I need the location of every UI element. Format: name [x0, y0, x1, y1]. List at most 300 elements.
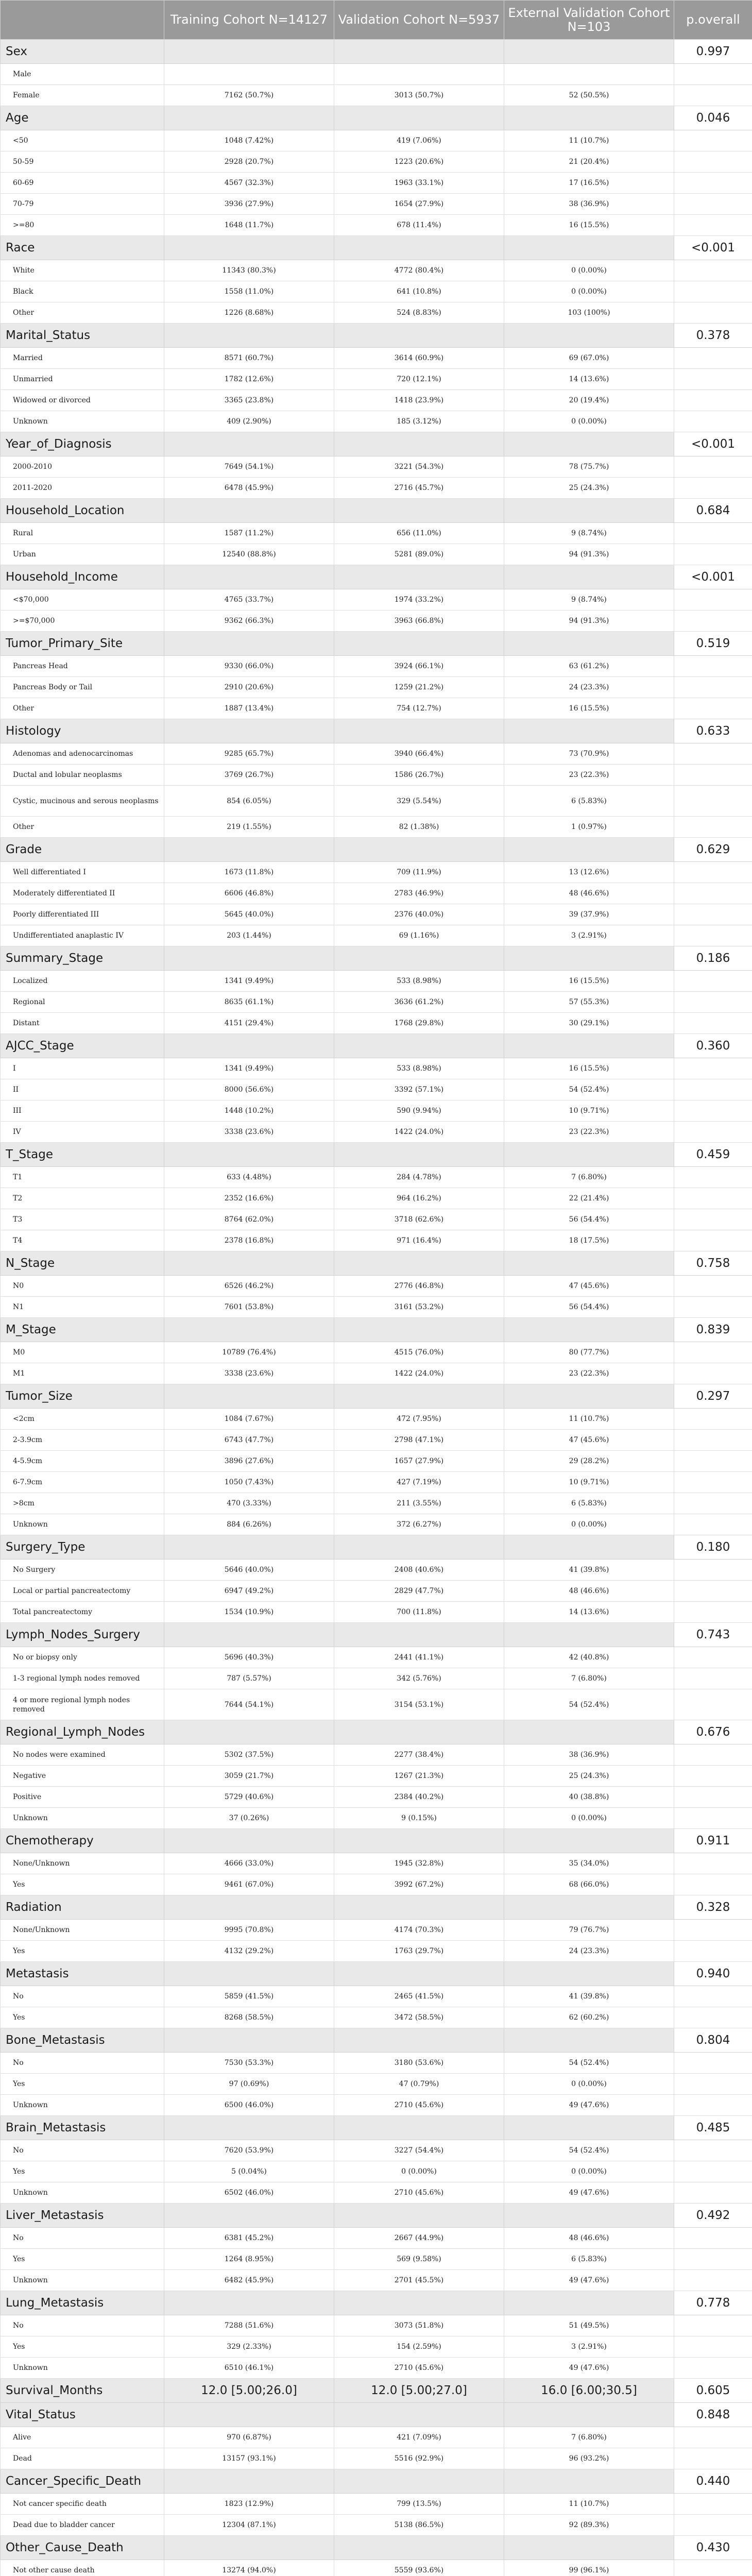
validation-value: 419 (7.06%) [334, 130, 504, 151]
validation-value: 3992 (67.2%) [334, 1874, 504, 1895]
p-value-empty [674, 64, 752, 85]
p-value-empty [674, 2270, 752, 2291]
training-value: 4151 (29.4%) [164, 1013, 334, 1034]
level-label: Poorly differentiated III [1, 904, 164, 925]
level-row [1, 1920, 752, 1941]
training-value: 13157 (93.1%) [164, 2448, 334, 2469]
external-value: 16.0 [6.00;30.5] [504, 2379, 674, 2403]
validation-value: 678 (11.4%) [334, 215, 504, 236]
training-value: 1448 (10.2%) [164, 1100, 334, 1122]
level-row [1, 1276, 752, 1297]
variable-cell-validation [334, 2204, 504, 2228]
training-value: 6947 (49.2%) [164, 1581, 334, 1602]
training-value: 3936 (27.9%) [164, 194, 334, 215]
external-value: 57 (55.3%) [504, 992, 674, 1013]
level-label: 2011-2020 [1, 478, 164, 499]
level-row [1, 925, 752, 946]
external-value: 9 (8.74%) [504, 589, 674, 611]
variable-cell-training [164, 2028, 334, 2053]
training-value: 3769 (26.7%) [164, 765, 334, 786]
p-value-empty [674, 1472, 752, 1493]
variable-cell-training [164, 1318, 334, 1342]
external-value: 62 (60.2%) [504, 2007, 674, 2028]
training-value: 5 (0.04%) [164, 2161, 334, 2182]
p-value-empty [674, 1122, 752, 1143]
p-value-empty [674, 883, 752, 904]
p-value-empty [674, 1744, 752, 1766]
variable-cell-validation [334, 1962, 504, 1986]
p-value-empty [674, 698, 752, 719]
header-p-overall: p.overall [674, 1, 752, 40]
variable-cell-training [164, 1829, 334, 1853]
p-value-empty [674, 544, 752, 565]
validation-value: 3154 (53.1%) [334, 1689, 504, 1720]
training-value: 8000 (56.6%) [164, 1079, 334, 1100]
training-value: 5859 (41.5%) [164, 1986, 334, 2007]
p-value-empty [674, 2161, 752, 2182]
header-row [1, 1, 752, 40]
level-row [1, 1560, 752, 1581]
validation-value: 700 (11.8%) [334, 1602, 504, 1623]
variable-cell-external [504, 838, 674, 862]
level-row [1, 1209, 752, 1230]
level-label: Rural [1, 523, 164, 544]
external-value: 78 (75.7%) [504, 456, 674, 478]
validation-value: 1259 (21.2%) [334, 677, 504, 698]
p-value-empty [674, 2315, 752, 2336]
p-value-empty [674, 765, 752, 786]
variable-name: Surgery_Type [1, 1535, 164, 1560]
validation-value: 69 (1.16%) [334, 925, 504, 946]
validation-value: 5138 (86.5%) [334, 2515, 504, 2536]
variable-cell-validation [334, 2028, 504, 2053]
p-value-empty [674, 151, 752, 173]
p-value-empty [674, 2095, 752, 2116]
training-value: 1084 (7.67%) [164, 1409, 334, 1430]
training-value: 7288 (51.6%) [164, 2315, 334, 2336]
p-value: 0.633 [674, 719, 752, 743]
variable-name: Bone_Metastasis [1, 2028, 164, 2053]
variable-row [1, 946, 752, 971]
p-value-empty [674, 1230, 752, 1251]
level-row [1, 1297, 752, 1318]
external-value: 29 (28.2%) [504, 1451, 674, 1472]
p-value-empty [674, 523, 752, 544]
validation-value [334, 64, 504, 85]
p-value-empty [674, 1297, 752, 1318]
p-value: 0.743 [674, 1623, 752, 1647]
level-row [1, 1013, 752, 1034]
level-label: Unknown [1, 2182, 164, 2204]
level-label: >=80 [1, 215, 164, 236]
training-value: 633 (4.48%) [164, 1167, 334, 1188]
external-value: 92 (89.3%) [504, 2515, 674, 2536]
validation-value: 1422 (24.0%) [334, 1122, 504, 1143]
training-value: 9330 (66.0%) [164, 656, 334, 677]
external-value: 38 (36.9%) [504, 1744, 674, 1766]
external-value: 52 (50.5%) [504, 85, 674, 106]
validation-value: 154 (2.59%) [334, 2336, 504, 2358]
variable-cell-validation [334, 499, 504, 523]
variable-cell-training [164, 2204, 334, 2228]
level-row [1, 1230, 752, 1251]
level-row [1, 2515, 752, 2536]
validation-value: 2776 (46.8%) [334, 1276, 504, 1297]
variable-name: Tumor_Primary_Site [1, 632, 164, 656]
level-label: Negative [1, 1766, 164, 1787]
validation-value: 1586 (26.7%) [334, 765, 504, 786]
validation-value: 1768 (29.8%) [334, 1013, 504, 1034]
level-label: None/Unknown [1, 1920, 164, 1941]
training-value: 97 (0.69%) [164, 2074, 334, 2095]
variable-row [1, 1034, 752, 1058]
external-value: 96 (93.2%) [504, 2448, 674, 2469]
variable-cell-validation [334, 2469, 504, 2494]
validation-value: 754 (12.7%) [334, 698, 504, 719]
external-value: 20 (19.4%) [504, 390, 674, 411]
p-value-empty [674, 1874, 752, 1895]
variable-cell-training [164, 2469, 334, 2494]
variable-row [1, 1384, 752, 1409]
external-value: 1 (0.97%) [504, 817, 674, 838]
level-label: 6-7.9cm [1, 1472, 164, 1493]
training-value: 3338 (23.6%) [164, 1363, 334, 1384]
variable-name: Grade [1, 838, 164, 862]
p-value-empty [674, 1409, 752, 1430]
p-value-empty [674, 2336, 752, 2358]
validation-value: 964 (16.2%) [334, 1188, 504, 1209]
header-external-validation-cohort: External Validation Cohort N=103 [504, 1, 674, 40]
external-value: 48 (46.6%) [504, 2228, 674, 2249]
variable-cell-external [504, 432, 674, 456]
p-value-empty [674, 1100, 752, 1122]
variable-row [1, 324, 752, 348]
level-row [1, 411, 752, 432]
external-value: 24 (23.3%) [504, 677, 674, 698]
training-value: 5302 (37.5%) [164, 1744, 334, 1766]
header-training-cohort: Training Cohort N=14127 [164, 1, 334, 40]
level-label: No [1, 2053, 164, 2074]
training-value: 329 (2.33%) [164, 2336, 334, 2358]
table-header [1, 1, 752, 40]
validation-value: 3718 (62.6%) [334, 1209, 504, 1230]
level-row [1, 2427, 752, 2448]
external-value: 6 (5.83%) [504, 1493, 674, 1514]
variable-cell-training [164, 719, 334, 743]
training-value: 1648 (11.7%) [164, 215, 334, 236]
table-body [1, 40, 752, 2576]
p-value: 0.485 [674, 2116, 752, 2140]
level-label: Urban [1, 544, 164, 565]
external-value: 79 (76.7%) [504, 1920, 674, 1941]
variable-cell-external [504, 236, 674, 260]
variable-name: Histology [1, 719, 164, 743]
validation-value: 284 (4.78%) [334, 1167, 504, 1188]
level-row [1, 1188, 752, 1209]
variable-cell-validation [334, 2291, 504, 2315]
external-value: 49 (47.6%) [504, 2358, 674, 2379]
level-row [1, 1100, 752, 1122]
p-value-empty [674, 2560, 752, 2576]
p-value: 0.440 [674, 2469, 752, 2494]
validation-value: 5281 (89.0%) [334, 544, 504, 565]
external-value: 16 (15.5%) [504, 1058, 674, 1079]
variable-cell-validation [334, 632, 504, 656]
external-value: 54 (52.4%) [504, 1689, 674, 1720]
variable-name: Radiation [1, 1895, 164, 1920]
variable-cell-training [164, 324, 334, 348]
level-label: T4 [1, 1230, 164, 1251]
level-row [1, 302, 752, 324]
level-row [1, 1874, 752, 1895]
level-label: 70-79 [1, 194, 164, 215]
external-value: 63 (61.2%) [504, 656, 674, 677]
level-label: No [1, 2315, 164, 2336]
external-value: 35 (34.0%) [504, 1853, 674, 1874]
header-variable [1, 1, 164, 40]
variable-name: Brain_Metastasis [1, 2116, 164, 2140]
variable-row [1, 2116, 752, 2140]
variable-row [1, 40, 752, 64]
p-value: 0.180 [674, 1535, 752, 1560]
external-value: 69 (67.0%) [504, 348, 674, 369]
level-label: Widowed or divorced [1, 390, 164, 411]
validation-value: 1657 (27.9%) [334, 1451, 504, 1472]
external-value: 13 (12.6%) [504, 862, 674, 883]
level-label: No [1, 2228, 164, 2249]
level-label: Undifferentiated anaplastic IV [1, 925, 164, 946]
training-value: 4765 (33.7%) [164, 589, 334, 611]
external-value: 23 (22.3%) [504, 765, 674, 786]
p-value-empty [674, 1430, 752, 1451]
p-value-empty [674, 1602, 752, 1623]
level-row [1, 1167, 752, 1188]
summary-row [1, 2379, 752, 2403]
p-value: 0.378 [674, 324, 752, 348]
variable-cell-validation [334, 565, 504, 589]
p-value: 0.997 [674, 40, 752, 64]
level-label: 2000-2010 [1, 456, 164, 478]
training-value: 2352 (16.6%) [164, 1188, 334, 1209]
variable-name: Liver_Metastasis [1, 2204, 164, 2228]
p-value: 0.758 [674, 1251, 752, 1276]
p-value-empty [674, 1167, 752, 1188]
level-label: Yes [1, 2007, 164, 2028]
external-value: 22 (21.4%) [504, 1188, 674, 1209]
external-value: 21 (20.4%) [504, 151, 674, 173]
level-label: Yes [1, 1941, 164, 1962]
validation-value: 1223 (20.6%) [334, 151, 504, 173]
level-label: III [1, 1100, 164, 1122]
external-value: 54 (52.4%) [504, 2053, 674, 2074]
level-row [1, 2336, 752, 2358]
level-label: Dead due to bladder cancer [1, 2515, 164, 2536]
level-row [1, 390, 752, 411]
level-label: Unmarried [1, 369, 164, 390]
external-value: 51 (49.5%) [504, 2315, 674, 2336]
variable-cell-external [504, 1384, 674, 1409]
p-value: <0.001 [674, 236, 752, 260]
validation-value: 2465 (41.5%) [334, 1986, 504, 2007]
training-value: 9285 (65.7%) [164, 743, 334, 765]
p-value-empty [674, 1766, 752, 1787]
p-value-empty [674, 2007, 752, 2028]
variable-cell-external [504, 2403, 674, 2427]
training-value: 10789 (76.4%) [164, 1342, 334, 1363]
p-value-empty [674, 2515, 752, 2536]
level-row [1, 1493, 752, 1514]
validation-value: 2710 (45.6%) [334, 2182, 504, 2204]
level-label: Local or partial pancreatectomy [1, 1581, 164, 1602]
p-value-empty [674, 1363, 752, 1384]
variable-cell-training [164, 40, 334, 64]
level-row [1, 1808, 752, 1829]
p-value-empty [674, 2182, 752, 2204]
level-row [1, 743, 752, 765]
external-value: 11 (10.7%) [504, 130, 674, 151]
level-label: Yes [1, 2336, 164, 2358]
validation-value: 3161 (53.2%) [334, 1297, 504, 1318]
level-label: <50 [1, 130, 164, 151]
external-value: 0 (0.00%) [504, 2161, 674, 2182]
validation-value: 2701 (45.5%) [334, 2270, 504, 2291]
validation-value: 2408 (40.6%) [334, 1560, 504, 1581]
p-value-empty [674, 1689, 752, 1720]
training-value: 1226 (8.68%) [164, 302, 334, 324]
variable-cell-training [164, 632, 334, 656]
variable-name: N_Stage [1, 1251, 164, 1276]
p-value: 0.360 [674, 1034, 752, 1058]
p-value-empty [674, 786, 752, 817]
variable-cell-validation [334, 1720, 504, 1744]
level-label: Cystic, mucinous and serous neoplasms [1, 786, 164, 817]
level-row [1, 589, 752, 611]
training-value: 5645 (40.0%) [164, 904, 334, 925]
p-value-empty [674, 2053, 752, 2074]
external-value: 39 (37.9%) [504, 904, 674, 925]
training-value: 6743 (47.7%) [164, 1430, 334, 1451]
variable-name: Regional_Lymph_Nodes [1, 1720, 164, 1744]
p-value: 0.940 [674, 1962, 752, 1986]
training-value: 1264 (8.95%) [164, 2249, 334, 2270]
level-row [1, 2448, 752, 2469]
level-label: Other [1, 817, 164, 838]
variable-cell-training [164, 2291, 334, 2315]
p-value-empty [674, 85, 752, 106]
variable-cell-training [164, 1384, 334, 1409]
p-value-empty [674, 925, 752, 946]
p-value-empty [674, 369, 752, 390]
level-label: No nodes were examined [1, 1744, 164, 1766]
level-row [1, 1430, 752, 1451]
level-label: <2cm [1, 1409, 164, 1430]
validation-value: 641 (10.8%) [334, 281, 504, 302]
p-value: <0.001 [674, 432, 752, 456]
external-value: 38 (36.9%) [504, 194, 674, 215]
level-row [1, 2140, 752, 2161]
training-value: 1341 (9.49%) [164, 1058, 334, 1079]
level-row [1, 2358, 752, 2379]
level-label: Unknown [1, 2358, 164, 2379]
validation-value: 342 (5.76%) [334, 1668, 504, 1689]
variable-cell-training [164, 432, 334, 456]
variable-cell-external [504, 719, 674, 743]
variable-row [1, 632, 752, 656]
variable-cell-training [164, 236, 334, 260]
level-row [1, 281, 752, 302]
p-value: 0.629 [674, 838, 752, 862]
p-value-empty [674, 2448, 752, 2469]
external-value: 54 (52.4%) [504, 1079, 674, 1100]
variable-name: Race [1, 236, 164, 260]
p-value-empty [674, 1451, 752, 1472]
level-row [1, 2560, 752, 2576]
external-value: 3 (2.91%) [504, 925, 674, 946]
level-label: Unknown [1, 411, 164, 432]
p-value-empty [674, 1920, 752, 1941]
validation-value: 2667 (44.9%) [334, 2228, 504, 2249]
variable-cell-validation [334, 2403, 504, 2427]
external-value: 14 (13.6%) [504, 369, 674, 390]
variable-cell-validation [334, 719, 504, 743]
variable-cell-validation [334, 1034, 504, 1058]
level-label: Unknown [1, 1808, 164, 1829]
training-value: 3896 (27.6%) [164, 1451, 334, 1472]
validation-value: 1654 (27.9%) [334, 194, 504, 215]
p-value-empty [674, 1013, 752, 1034]
variable-cell-validation [334, 1318, 504, 1342]
level-label: Female [1, 85, 164, 106]
level-label: No [1, 2140, 164, 2161]
variable-cell-external [504, 1962, 674, 1986]
validation-value: 12.0 [5.00;27.0] [334, 2379, 504, 2403]
p-value-empty [674, 992, 752, 1013]
validation-value: 2441 (41.1%) [334, 1647, 504, 1668]
level-row [1, 1668, 752, 1689]
p-value-empty [674, 1514, 752, 1535]
variable-cell-training [164, 1143, 334, 1167]
variable-name: Marital_Status [1, 324, 164, 348]
training-value: 3338 (23.6%) [164, 1122, 334, 1143]
validation-value: 1963 (33.1%) [334, 173, 504, 194]
validation-value: 3221 (54.3%) [334, 456, 504, 478]
validation-value: 3924 (66.1%) [334, 656, 504, 677]
level-row [1, 1363, 752, 1384]
variable-cell-external [504, 2116, 674, 2140]
validation-value: 3013 (50.7%) [334, 85, 504, 106]
variable-cell-validation [334, 2116, 504, 2140]
external-value: 0 (0.00%) [504, 1514, 674, 1535]
external-value: 18 (17.5%) [504, 1230, 674, 1251]
variable-row [1, 1251, 752, 1276]
validation-value: 2710 (45.6%) [334, 2358, 504, 2379]
training-value: 884 (6.26%) [164, 1514, 334, 1535]
variable-cell-training [164, 1720, 334, 1744]
validation-value: 4515 (76.0%) [334, 1342, 504, 1363]
external-value: 30 (29.1%) [504, 1013, 674, 1034]
external-value: 68 (66.0%) [504, 1874, 674, 1895]
external-value: 48 (46.6%) [504, 1581, 674, 1602]
validation-value: 533 (8.98%) [334, 971, 504, 992]
level-row [1, 1689, 752, 1720]
validation-value: 3180 (53.6%) [334, 2053, 504, 2074]
external-value: 47 (45.6%) [504, 1276, 674, 1297]
training-value: 1587 (11.2%) [164, 523, 334, 544]
validation-value: 656 (11.0%) [334, 523, 504, 544]
level-label: Unknown [1, 2270, 164, 2291]
p-value-empty [674, 390, 752, 411]
variable-cell-external [504, 1623, 674, 1647]
